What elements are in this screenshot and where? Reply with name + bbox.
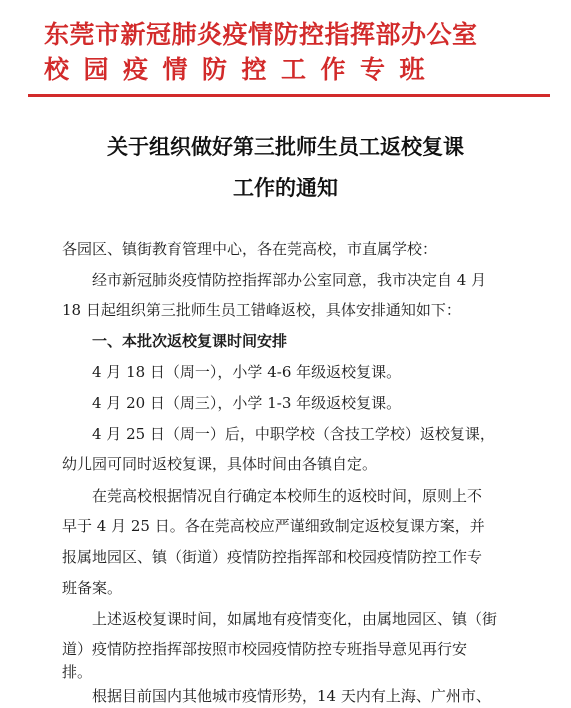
paragraph-4-line1: 根据目前国内其他城市疫情形势，14 天内有上海、广州市、 xyxy=(92,687,491,705)
document-title-line1: 关于组织做好第三批师生员工返校复课 xyxy=(107,134,464,159)
schedule-item-1: 4 月 18 日（周一），小学 4-6 年级返校复课。 xyxy=(92,363,402,381)
paragraph-2-line2: 早于 4 月 25 日。各在莞高校应严谨细致制定返校复课方案，并 xyxy=(62,517,485,535)
schedule-item-3-line1: 4 月 25 日（周一）后，中职学校（含技工学校）返校复课， xyxy=(92,425,495,443)
paragraph-2-line1: 在莞高校根据情况自行确定本校师生的返校时间，原则上不 xyxy=(92,487,483,505)
issuer-header-line1: 东莞市新冠肺炎疫情防控指挥部办公室 xyxy=(44,20,478,49)
issuer-header-line2: 校园疫情防控工作专班 xyxy=(44,55,440,84)
header-divider xyxy=(28,94,550,97)
schedule-item-2: 4 月 20 日（周三），小学 1-3 年级返校复课。 xyxy=(92,394,402,412)
paragraph-3-line2: 道）疫情防控指挥部按照市校园疫情防控专班指导意见再行安 xyxy=(62,640,468,658)
schedule-item-3-line2: 幼儿园可同时返校复课，具体时间由各镇自定。 xyxy=(62,455,378,473)
paragraph-1-line2: 18 日起组织第三批师生员工错峰返校，具体安排通知如下： xyxy=(62,301,461,319)
paragraph-1-line1: 经市新冠肺炎疫情防控指挥部办公室同意，我市决定自 4 月 xyxy=(92,271,487,289)
section-heading-1: 一、本批次返校复课时间安排 xyxy=(92,332,288,350)
paragraph-3-line1: 上述返校复课时间，如属地有疫情变化，由属地园区、镇（街 xyxy=(92,610,498,628)
paragraph-2-line3: 报属地园区、镇（街道）疫情防控指挥部和校园疫情防控工作专 xyxy=(62,548,483,566)
paragraph-3-line3: 排。 xyxy=(62,663,93,681)
document-title-line2: 工作的通知 xyxy=(233,175,338,200)
salutation: 各园区、镇街教育管理中心，各在莞高校，市直属学校： xyxy=(62,240,438,258)
paragraph-2-line4: 班备案。 xyxy=(62,579,123,597)
